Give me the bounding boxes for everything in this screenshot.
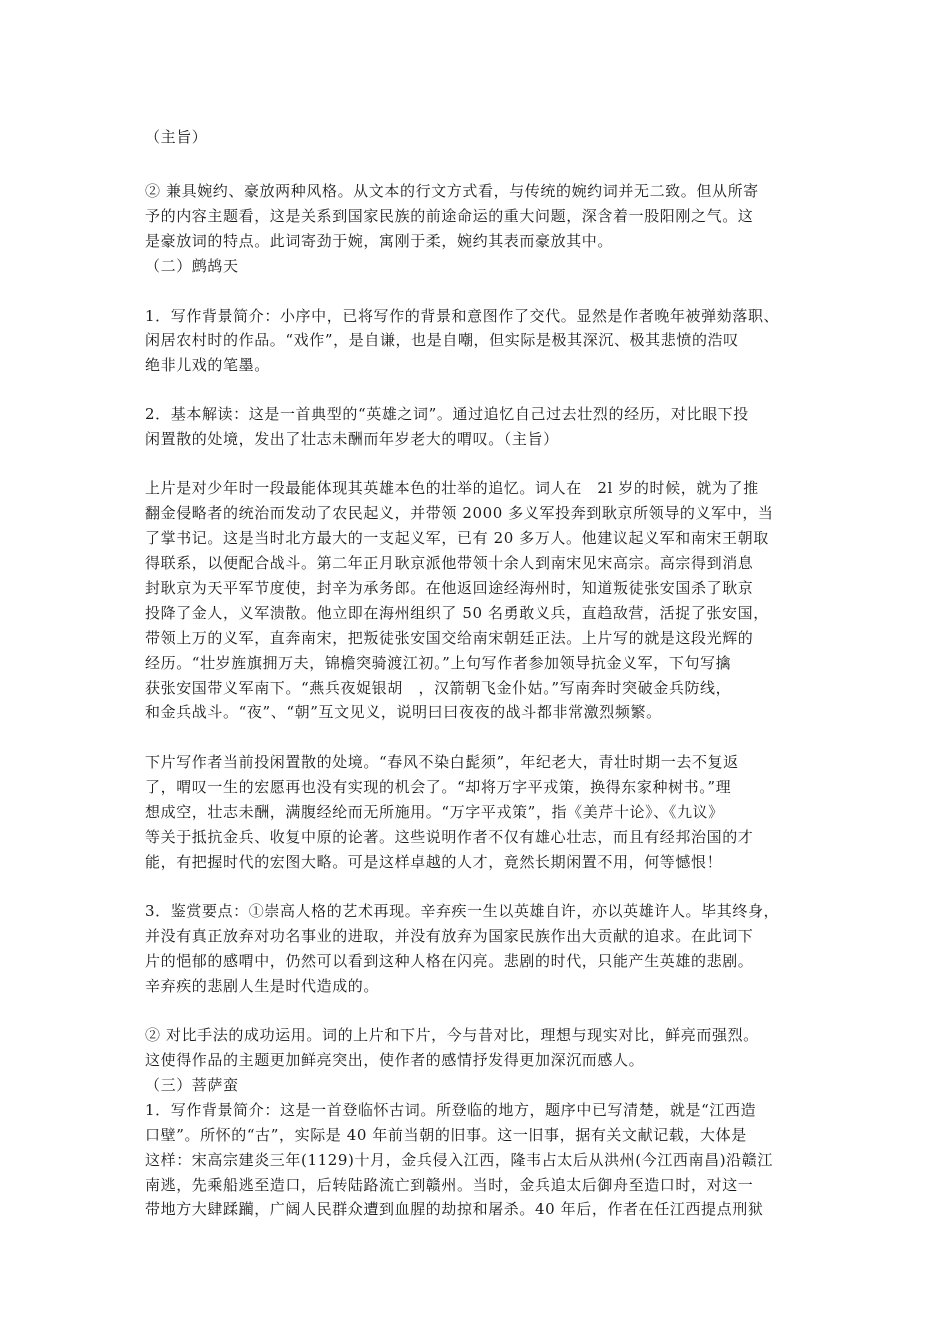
text-line: 和金兵战斗。“夜”、“朝”互文见义，说明曰曰夜夜的战斗都非常激烈频繁。 <box>145 703 662 721</box>
text-line: 获张安国带义军南下。“燕兵夜娖银胡 ，汉箭朝飞金仆姑。”写南奔时突破金兵防线， <box>145 679 732 697</box>
text-line: 能，有把握时代的宏图大略。可是这样卓越的人才，竟然长期闲置不用，何等憾恨！ <box>145 853 723 871</box>
text-line: 片的悒郁的感喟中，仍然可以看到这种人格在闪亮。悲剧的时代，只能产生英雄的悲剧。 <box>145 952 754 970</box>
text-line: 绝非儿戏的笔墨。 <box>145 356 270 374</box>
text-line: 口壁”。所怀的“古”，实际是 40 年前当朝的旧事。这一旧事，据有关文献记载，大体是 <box>145 1126 747 1144</box>
text-line: 带领上万的义军，直奔南宋，把叛徒张安国交给南宋朝廷正法。上片写的就是这段光辉的 <box>145 629 754 647</box>
text-line: 下片写作者当前投闲置散的处境。“春风不染白髭须”，年纪老大，青壮时期一去不复返 <box>145 753 739 771</box>
text-line: 1．写作背景简介：这是一首登临怀古词。所登临的地方，题序中已写清楚，就是“江西造 <box>145 1101 757 1119</box>
text-line: 是豪放词的特点。此词寄劲于婉，寓刚于柔，婉约其表而豪放其中。 <box>145 232 614 250</box>
text-line: 予的内容主题看，这是关系到国家民族的前途命运的重大问题，深含着一股阳刚之气。这 <box>145 207 754 225</box>
text-line: ② 兼具婉约、豪放两种风格。从文本的行文方式看，与传统的婉约词并无二致。但从所寄 <box>145 182 759 200</box>
text-line: 1．写作背景简介：小序中，已将写作的背景和意图作了交代。显然是作者晚年被弹劾落职、 <box>145 307 780 325</box>
text-line: 经历。“壮岁旌旗拥万夫，锦檐突骑渡江初。”上句写作者参加领导抗金义军，下句写擒 <box>145 654 732 672</box>
text-line: 带地方大肆蹂躏，广阔人民群众遭到血腥的劫掠和屠杀。40 年后，作者在任江西提点刑狱 <box>145 1200 764 1218</box>
text-line: 等关于抵抗金兵、收复中原的论著。这些说明作者不仅有雄心壮志，而且有经邦治国的才 <box>145 828 754 846</box>
text-line: 辛弃疾的悲剧人生是时代造成的。 <box>145 977 380 995</box>
text-line: 南逃，先乘船逃至造口，后转陆路流亡到赣州。当时，金兵追太后御舟至造口时，对这一 <box>145 1176 754 1194</box>
text-line: 得联系，以便配合战斗。第二年正月耿京派他带领十余人到南宋见宋高宗。高宗得到消息 <box>145 554 754 572</box>
text-line: 上片是对少年时一段最能体现其英雄本色的壮举的追忆。词人在 2l 岁的时候，就为了推 <box>145 479 759 497</box>
text-line: （主旨） <box>145 128 208 146</box>
text-line: 了掌书记。这是当时北方最大的一支起义军，已有 20 多万人。他建议起义军和南宋王朝取 <box>145 529 769 547</box>
text-line: 封耿京为天平军节度使，封辛为承务郎。在他返回途经海州时，知道叛徒张安国杀了耿京 <box>145 579 754 597</box>
text-line: 3．鉴赏要点：①崇高人格的艺术再现。辛弃疾一生以英雄自许，亦以英雄许人。毕其终身， <box>145 902 780 920</box>
text-line: 了，喟叹一生的宏愿再也没有实现的机会了。“却将万字平戎策，换得东家种树书。”理 <box>145 778 732 796</box>
text-line: 闲置散的处境，发出了壮志未酬而年岁老大的喟叹。（主旨） <box>145 430 559 448</box>
text-line: 这使得作品的主题更加鲜亮突出，使作者的感情抒发得更加深沉而感人。 <box>145 1051 645 1069</box>
text-line: 并没有真正放弃对功名事业的进取，并没有放弃为国家民族作出大贡献的追求。在此词下 <box>145 927 754 945</box>
text-line: 想成空，壮志未酬，满腹经纶而无所施用。“万字平戎策”，指《美芹十论》、《九议》 <box>145 803 724 821</box>
text-line: 这样：宋高宗建炎三年(1129)十月，金兵侵入江西，隆韦占太后从洪州(今江西南昌)沿赣江 <box>145 1151 773 1169</box>
text-line: 2．基本解读：这是一首典型的“英雄之词”。通过追忆自己过去壮烈的经历，对比眼下投 <box>145 405 749 423</box>
section-heading: （二）鹧鸪天 <box>145 257 239 275</box>
text-line: 翻金侵略者的统治而发动了农民起义，并带领 2000 多义军投奔到耿京所领导的义军中，当 <box>145 504 774 522</box>
text-line: 闲居农村时的作品。“戏作”，是自谦，也是自嘲，但实际是极其深沉、极其悲愤的浩叹 <box>145 331 739 349</box>
section-heading: （三）菩萨蛮 <box>145 1076 239 1094</box>
text-line: 投降了金人，义军溃散。他立即在海州组织了 50 名勇敢义兵，直趋敌营，活捉了张安国， <box>145 604 769 622</box>
text-line: ② 对比手法的成功运用。词的上片和下片，今与昔对比，理想与现实对比，鲜亮而强烈。 <box>145 1026 759 1044</box>
